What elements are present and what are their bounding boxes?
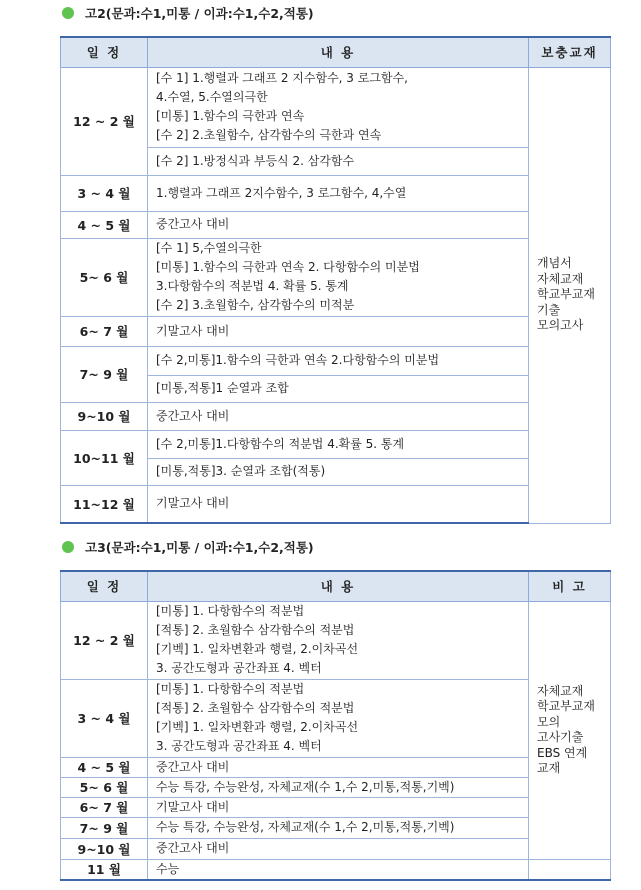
table-row [61,859,611,880]
content-line: 3. 공간도형과 공간좌표 4. 벡터 [156,739,322,753]
content-line: [미통] 1.함수의 극한과 연속 2. 다항함수의 미분법 [156,260,420,274]
side-remark-line: EBS 연계 [537,745,588,760]
schedule-content-cell [148,67,529,147]
schedule-date-cell: 12 ~ 2 월 [61,601,148,679]
schedule-date-cell: 12 ~ 2 월 [61,67,148,175]
content-line: [수 1] 5,수열의극한 [156,241,262,255]
content-line: [적통] 2. 초월함수 삼각함수의 적분법 [156,623,355,637]
schedule-date-cell: 10~11 월 [61,430,148,485]
table-row [61,777,611,797]
side-remark-line: 학교부교재 [537,699,595,713]
section1-title [62,3,314,23]
schedule-content-cell [148,346,529,375]
content-line: [수 2,미통]1.함수의 극한과 연속 2.다항함수의 미분법 [156,353,440,367]
section2-title [62,537,314,557]
side-material-line: 개념서 [537,256,572,271]
schedule-date-cell: 6~ 7 월 [61,316,148,346]
schedule-content-cell [148,485,529,523]
empty-side-cell [529,859,611,880]
schedule-content-cell [148,777,529,797]
content-line: 중간고사 대비 [156,408,230,423]
schedule-content-cell [148,458,529,485]
header-date: 일 정 [61,571,148,601]
table-row [61,485,611,523]
side-remarks-cell [529,601,611,859]
table-body [61,67,611,523]
side-remark-line: 교재 [537,761,561,775]
content-line: 수능 [156,861,180,876]
content-line: [미통] 1.함수의 극한과 연속 [156,109,305,123]
content-line: 기말고사 대비 [156,799,230,814]
schedule-content-cell [148,859,529,880]
content-line: 1.행렬과 그래프 2지수함수, 3 로그함수, 4,수열 [156,185,407,200]
schedule-content-cell [148,316,529,346]
content-line: [기벡] 1. 일차변환과 행렬, 2.이차곡선 [156,720,359,734]
content-line: [미통,적통]3. 순열과 조합(적통) [156,464,326,478]
header-content: 내 용 [148,37,529,67]
content-line: 4.수열, 5.수열의극한 [156,90,268,104]
table-row [61,211,611,238]
table-row [61,316,611,346]
content-line: [미통] 1. 다항함수의 적분법 [156,604,305,618]
content-line: [적통] 2. 초월함수 삼각함수의 적분법 [156,701,355,715]
content-line: [수 2,미통]1.다항함수의 적분법 4.확률 5. 통계 [156,436,405,451]
content-line: 기말고사 대비 [156,496,230,511]
header-side: 보충교재 [529,37,611,67]
schedule-date-cell: 11 월 [61,859,148,880]
content-line: [수 2] 2.초월함수, 삼각함수의 극한과 연속 [156,128,382,142]
side-material-line: 기출 [537,302,561,317]
schedule-content-cell [148,147,529,175]
content-line: 중간고사 대비 [156,841,230,855]
schedule-content-cell [148,679,529,757]
content-line: 수능 특강, 수능완성, 자체교재(수 1,수 2,미통,적통,기벡) [156,779,455,794]
side-material-line: 자체교재 [537,271,584,286]
side-materials-cell [529,67,611,523]
schedule-content-cell [148,430,529,458]
schedule-content-cell [148,601,529,679]
table-row [61,430,611,458]
header-content: 내 용 [148,571,529,601]
content-line: [기벡] 1. 일차변환과 행렬, 2.이차곡선 [156,642,359,656]
content-line: 3.다항함수의 적분법 4. 확률 5. 통계 [156,279,349,293]
schedule-content-cell [148,175,529,211]
schedule-date-cell: 3 ~ 4 월 [61,175,148,211]
side-material-line: 학교부교재 [537,287,595,302]
content-line: [수 2] 3.초월함수, 삼각함수의 미적분 [156,298,355,312]
schedule-content-cell [148,757,529,777]
table-row [61,757,611,777]
side-remark-line: 모의 [537,714,561,729]
schedule-content-cell [148,211,529,238]
bullet-dot-icon [62,7,74,19]
schedule-content-cell [148,375,529,402]
schedule-content-cell [148,402,529,430]
schedule-date-cell: 7~ 9 월 [61,346,148,402]
table-row [61,601,611,679]
schedule-content-cell [148,797,529,817]
content-line: 기말고사 대비 [156,323,230,338]
table-row [61,175,611,211]
bullet-dot-icon [62,541,74,553]
schedule-date-cell: 4 ~ 5 월 [61,757,148,777]
schedule-date-cell: 9~10 월 [61,838,148,859]
content-line: 3. 공간도형과 공간좌표 4. 벡터 [156,661,322,675]
content-line: [미통] 1. 다항함수의 적분법 [156,682,305,696]
content-line: 중간고사 대비 [156,217,230,231]
table-row [61,679,611,757]
section2-title-text: 고3(문과:수1,미통 / 이과:수1,수2,적통) [85,540,314,555]
table-row [61,838,611,859]
schedule-date-cell: 6~ 7 월 [61,797,148,817]
content-line: [미통,적통]1 순열과 조합 [156,381,289,395]
side-remark-line: 고사기출 [537,730,584,744]
table-body [61,601,611,880]
schedule-content-cell [148,838,529,859]
table-row [61,402,611,430]
table-row [61,67,611,147]
header-date: 일 정 [61,37,148,67]
header-side: 비 고 [529,571,611,601]
side-remark-line: 자체교재 [537,683,584,698]
content-line: [수 1] 1.행렬과 그래프 2 지수함수, 3 로그함수, [156,71,408,85]
schedule-content-cell [148,817,529,838]
content-line: 중간고사 대비 [156,759,230,774]
schedule-date-cell: 5~ 6 월 [61,238,148,316]
side-material-line: 모의고사 [537,318,584,333]
schedule-date-cell: 3 ~ 4 월 [61,679,148,757]
content-line: 수능 특강, 수능완성, 자체교재(수 1,수 2,미통,적통,기벡) [156,820,455,834]
schedule-date-cell: 5~ 6 월 [61,777,148,797]
table-row [61,817,611,838]
schedule-date-cell: 9~10 월 [61,402,148,430]
table-row [61,797,611,817]
content-line: [수 2] 1.방정식과 부등식 2. 삼각함수 [156,153,355,168]
schedule-table-grade2 [60,36,611,524]
table-row [61,346,611,375]
table-row [61,238,611,316]
section1-title-text: 고2(문과:수1,미통 / 이과:수1,수2,적통) [85,6,314,21]
schedule-date-cell: 7~ 9 월 [61,817,148,838]
schedule-date-cell: 4 ~ 5 월 [61,211,148,238]
schedule-content-cell [148,238,529,316]
schedule-date-cell: 11~12 월 [61,485,148,523]
schedule-table-grade3 [60,570,611,881]
